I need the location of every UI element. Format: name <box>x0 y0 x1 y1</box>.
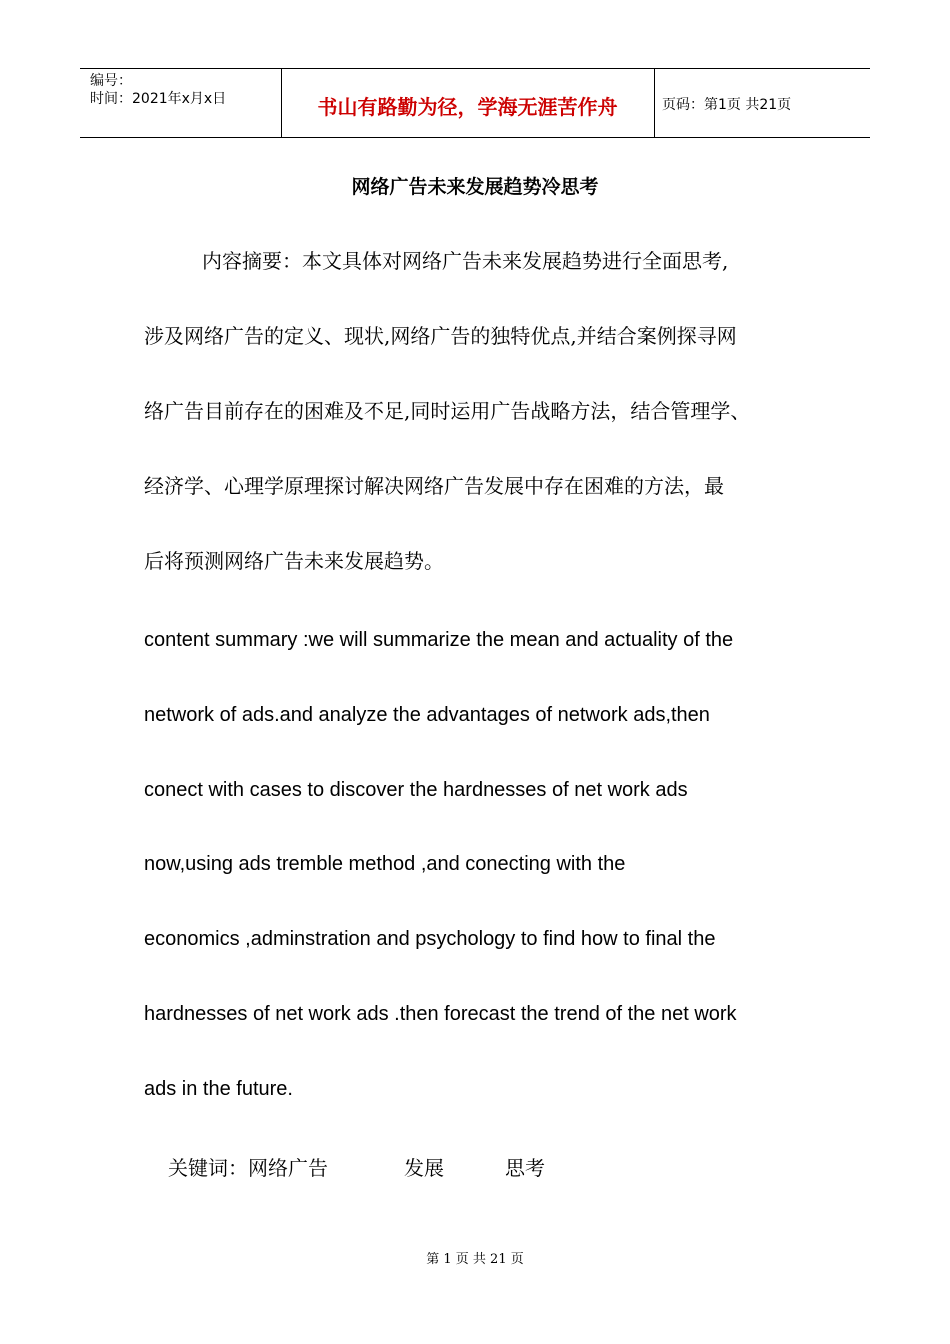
header-motto-cell <box>281 69 655 137</box>
page-footer: 第 1 页 共 21 页 <box>426 1252 524 1267</box>
abstract-en-line: conect with cases to discover the hardnesses of net work ads <box>144 779 688 801</box>
keywords-label: 关键词：网络广告 <box>168 1156 328 1180</box>
abstract-en-line: content summary :we will summarize the mean and actuality of the <box>144 629 734 651</box>
document-number-label: 编号： <box>90 73 132 89</box>
abstract-en-line: hardnesses of net work ads .then forecast the trend of the net work <box>144 1003 737 1025</box>
header-page-cell <box>654 69 870 137</box>
header-motto: 书山有路勤为径，学海无涯苦作舟 <box>317 95 618 119</box>
abstract-zh-line: 经济学、心理学原理探讨解决网络广告发展中存在困难的方法，最 <box>144 474 724 498</box>
abstract-en-line: now,using ads tremble method ,and conecting with the <box>144 853 626 875</box>
abstract-zh-line: 内容摘要：本文具体对网络广告未来发展趋势进行全面思考, <box>202 249 729 273</box>
header-meta-cell <box>80 69 282 137</box>
keyword-item: 思考 <box>505 1156 545 1180</box>
abstract-en-line: network of ads.and analyze the advantages of network ads,then <box>144 704 710 726</box>
document-date-label: 时间：2021年x月x日 <box>90 91 227 107</box>
abstract-en-line: economics ,adminstration and psychology to find how to final the <box>144 928 716 950</box>
header-page-info: 页码：第1页 共21页 <box>662 97 792 113</box>
abstract-en-line: ads in the future. <box>144 1078 293 1100</box>
document-title: 网络广告未来发展趋势冷思考 <box>351 176 599 198</box>
abstract-zh-line: 后将预测网络广告未来发展趋势。 <box>144 549 444 573</box>
keyword-item: 发展 <box>404 1156 444 1180</box>
abstract-zh-line: 涉及网络广告的定义、现状,网络广告的独特优点,并结合案例探寻网 <box>144 324 737 348</box>
page-header <box>80 68 870 138</box>
abstract-zh-line: 络广告目前存在的困难及不足,同时运用广告战略方法，结合管理学、 <box>144 399 751 423</box>
